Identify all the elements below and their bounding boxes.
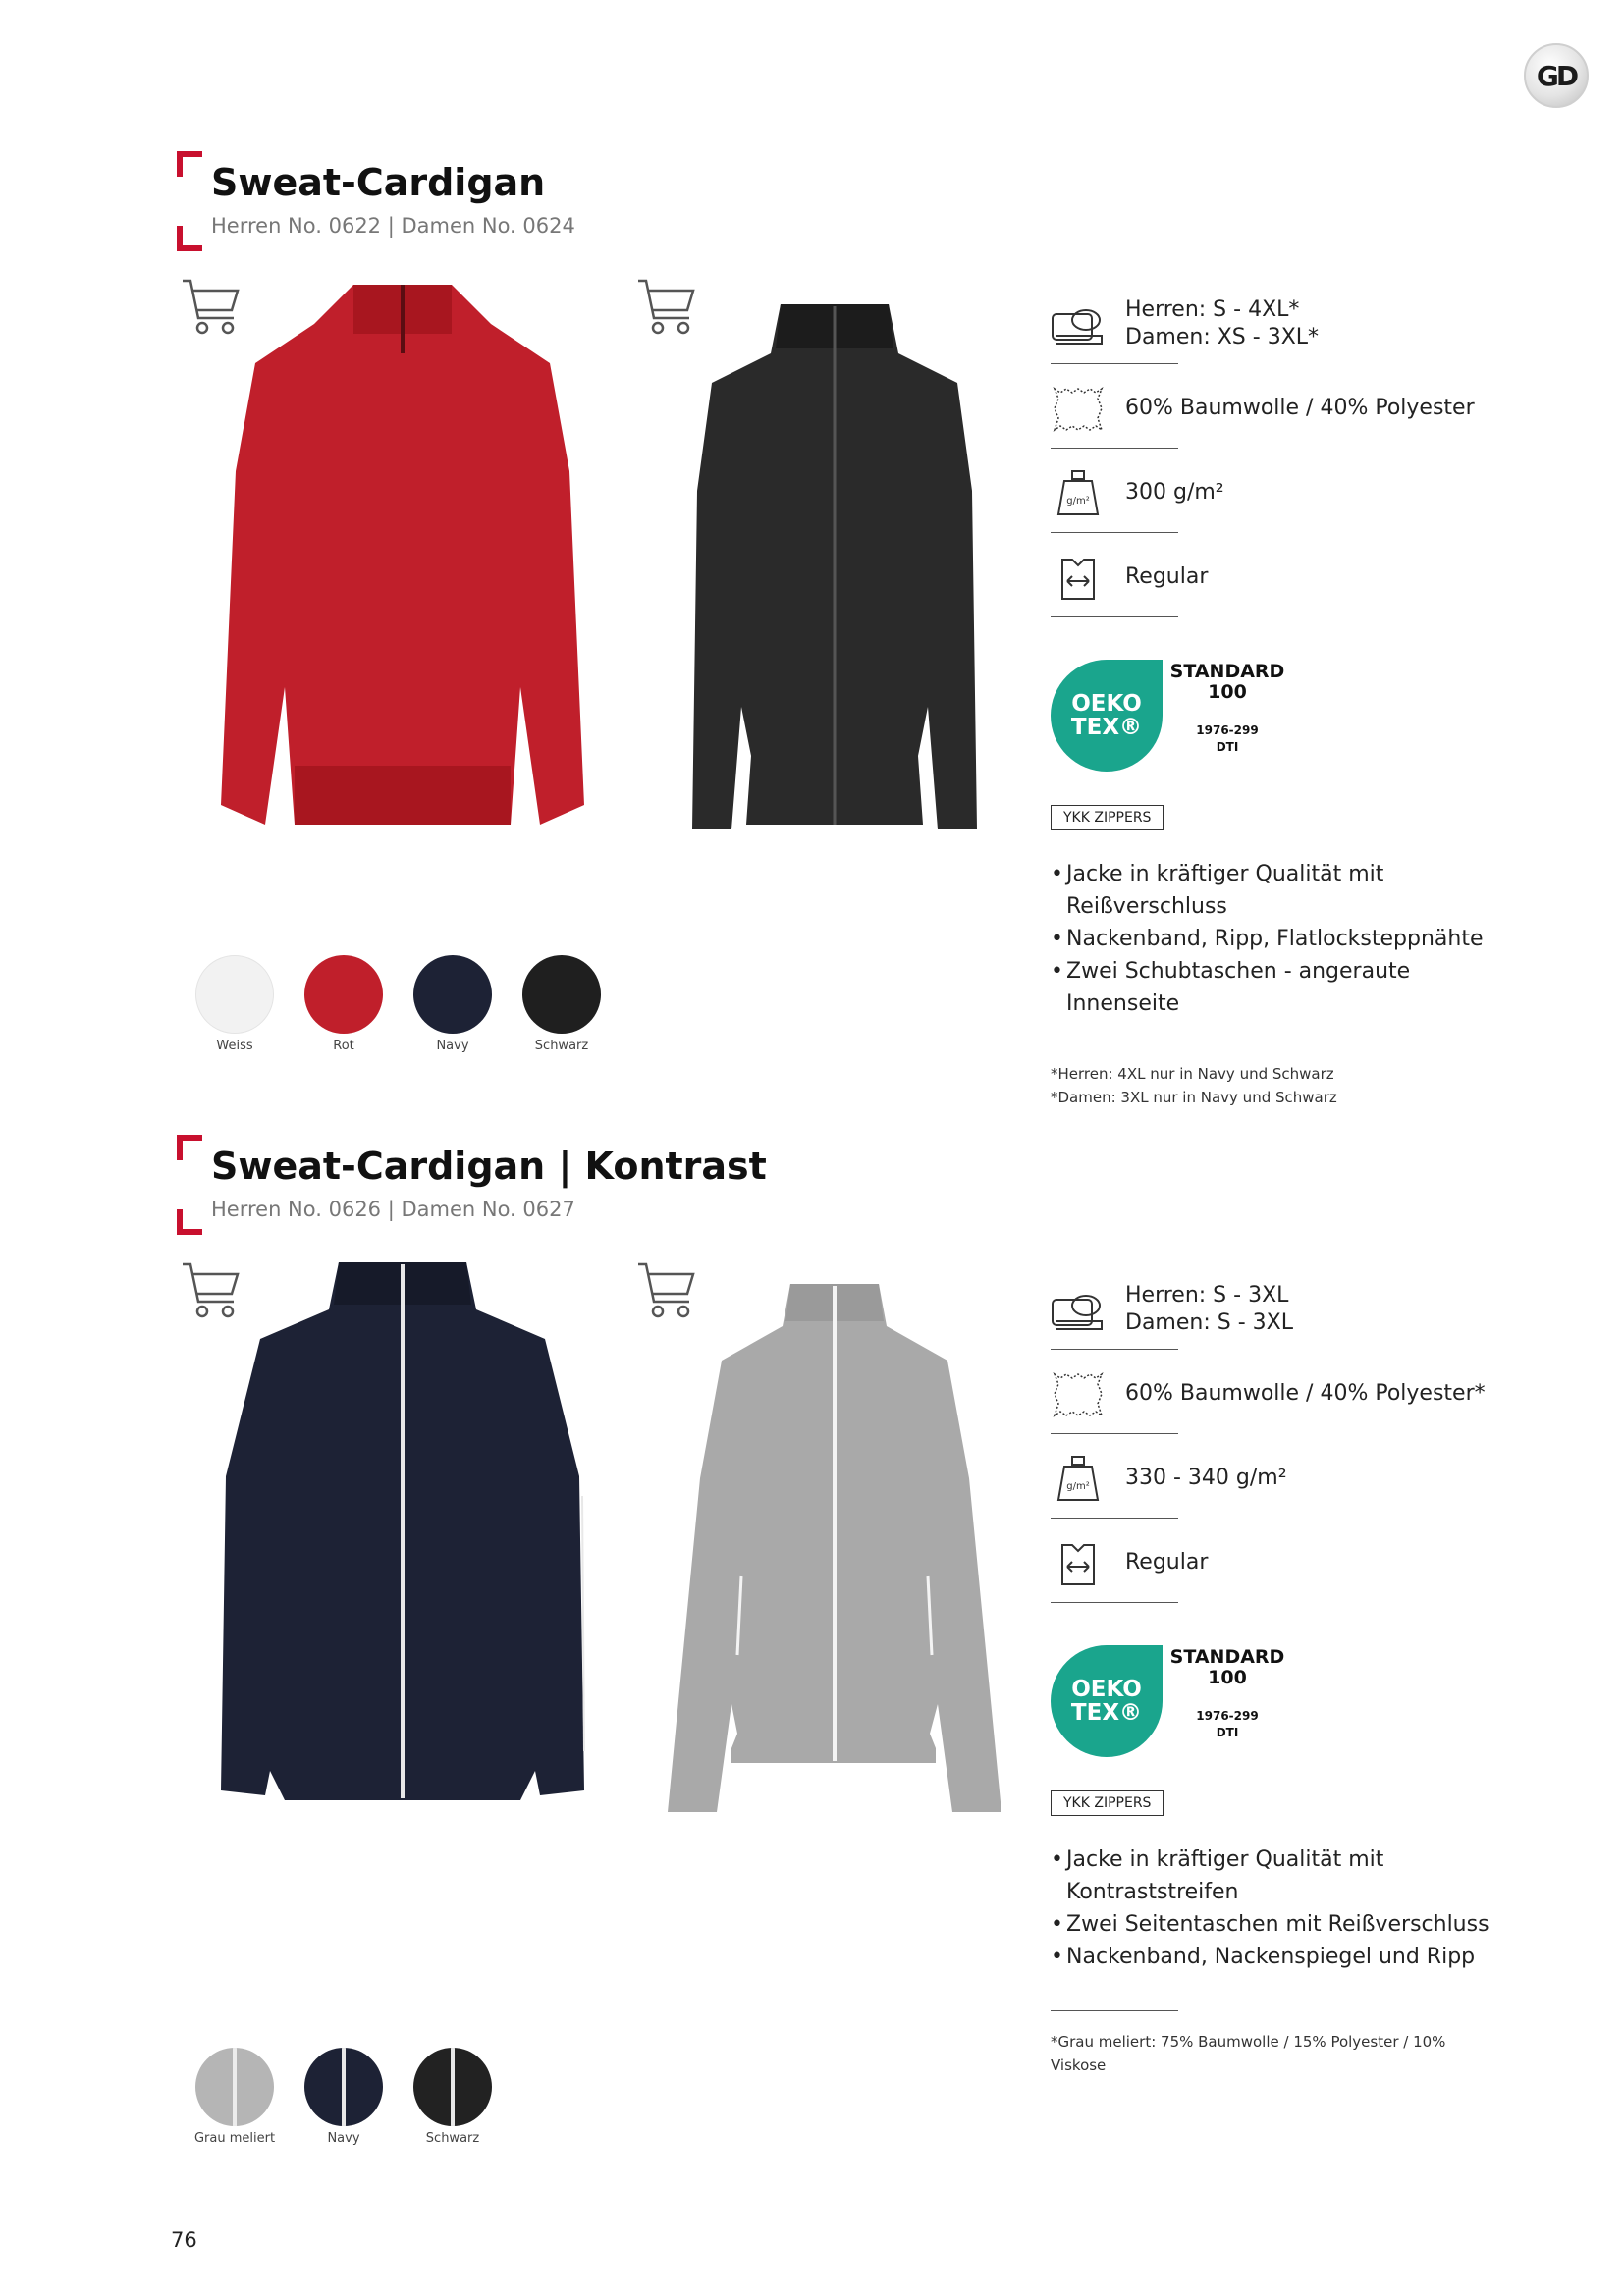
weight-icon — [1051, 469, 1106, 518]
divider — [1051, 2010, 1178, 2011]
title-bracket-top — [177, 151, 202, 177]
feature-list — [1051, 1843, 1489, 1973]
oeko-standard-number: 100 — [1208, 681, 1247, 703]
oeko-standard — [1168, 1647, 1286, 1688]
swatch-stripe — [233, 2048, 237, 2126]
color-swatch-label: Schwarz — [534, 1039, 589, 1053]
spec-fit — [1051, 544, 1453, 622]
product-image-herren[interactable] — [211, 1260, 594, 1820]
feature-item: • Jacke in kräftiger Qualität mit — [1051, 858, 1484, 890]
swatch-stripe — [451, 2048, 455, 2126]
oeko-tex-logo — [1051, 1645, 1163, 1757]
page-number: 76 — [171, 2228, 197, 2252]
footnote: *Damen: 3XL nur in Navy und Schwarz — [1051, 1089, 1337, 1106]
color-swatch-label: Rot — [333, 1039, 354, 1053]
fabric-icon — [1051, 385, 1106, 434]
brand-logo-mark: GD — [1536, 59, 1577, 92]
oeko-code — [1168, 1708, 1286, 1741]
title-bracket-bottom — [177, 226, 202, 251]
measuring-tape-icon — [1051, 1286, 1106, 1335]
divider — [1051, 1349, 1178, 1350]
spec-fit-text: Regular — [1125, 564, 1209, 589]
color-swatch-label: Navy — [436, 1039, 469, 1053]
fit-icon — [1051, 554, 1106, 603]
color-swatch-rot[interactable] — [304, 955, 383, 1034]
product-image-damen[interactable] — [663, 1282, 1006, 1822]
spec-weight-text: 300 g/m² — [1125, 480, 1224, 505]
title-bracket-top — [177, 1135, 202, 1160]
oeko-code-number: 1976-299 — [1196, 1709, 1259, 1723]
color-swatch-schwarz[interactable] — [413, 2048, 492, 2126]
spec-sizes-damen: Damen: S - 3XL — [1125, 1310, 1293, 1335]
title-bracket-bottom — [177, 1209, 202, 1235]
oeko-line2: TEX® — [1070, 1700, 1143, 1726]
oeko-standard — [1168, 662, 1286, 703]
brand-logo — [1524, 43, 1589, 108]
feature-item-cont: Kontraststreifen — [1066, 1880, 1239, 1904]
ykk-zippers-badge: YKK ZIPPERS — [1051, 1790, 1164, 1816]
footnote: *Herren: 4XL nur in Navy und Schwarz — [1051, 1065, 1334, 1083]
svg-text:g/m²: g/m² — [1066, 496, 1090, 507]
fit-icon — [1051, 1539, 1106, 1588]
feature-item: • Nackenband, Ripp, Flatlocksteppnähte — [1051, 923, 1484, 955]
spec-sizes-herren: Herren: S - 4XL* — [1125, 297, 1300, 322]
color-swatch-label: Grau meliert — [193, 2131, 276, 2146]
color-swatch-schwarz[interactable] — [522, 955, 601, 1034]
feature-list — [1051, 858, 1484, 1020]
color-swatch-navy[interactable] — [304, 2048, 383, 2126]
product-subtitle: Herren No. 0626 | Damen No. 0627 — [211, 1198, 575, 1221]
spec-sizes-herren: Herren: S - 3XL — [1125, 1283, 1289, 1308]
spec-sizes — [1051, 291, 1453, 369]
divider — [1051, 448, 1178, 449]
divider — [1051, 1602, 1178, 1603]
fabric-icon — [1051, 1370, 1106, 1419]
footnotes — [1051, 1062, 1337, 1109]
spec-weight — [1051, 1445, 1453, 1523]
color-swatch-label: Schwarz — [425, 2131, 480, 2146]
product-image-damen[interactable] — [673, 294, 997, 844]
spec-fit — [1051, 1529, 1453, 1608]
divider — [1051, 1518, 1178, 1519]
product-image-herren[interactable] — [206, 275, 599, 844]
spec-material-text: 60% Baumwolle / 40% Polyester — [1125, 396, 1475, 420]
oeko-line1: OEKO — [1071, 691, 1142, 717]
spec-sizes-damen: Damen: XS - 3XL* — [1125, 325, 1320, 349]
oeko-standard-label: STANDARD — [1169, 661, 1285, 682]
footnotes — [1051, 2030, 1445, 2077]
measuring-tape-icon — [1051, 300, 1106, 349]
oeko-code — [1168, 722, 1286, 756]
divider — [1051, 532, 1178, 533]
spec-fit-text: Regular — [1125, 1550, 1209, 1575]
product-title: Sweat-Cardigan — [211, 161, 546, 204]
divider — [1051, 1433, 1178, 1434]
oeko-standard-label: STANDARD — [1169, 1646, 1285, 1668]
feature-item: • Nackenband, Nackenspiegel und Ripp — [1051, 1941, 1489, 1973]
spec-sizes — [1051, 1276, 1453, 1355]
feature-item: • Zwei Schubtaschen - angeraute — [1051, 955, 1484, 988]
spec-weight — [1051, 459, 1453, 538]
color-swatch-navy[interactable] — [413, 955, 492, 1034]
oeko-line1: OEKO — [1071, 1677, 1142, 1702]
feature-item: • Zwei Seitentaschen mit Reißverschluss — [1051, 1908, 1489, 1941]
product-title: Sweat-Cardigan | Kontrast — [211, 1145, 767, 1188]
swatch-stripe — [342, 2048, 346, 2126]
oeko-institute: DTI — [1216, 740, 1239, 754]
color-swatch-label: Navy — [327, 2131, 360, 2146]
spec-material-text: 60% Baumwolle / 40% Polyester* — [1125, 1381, 1486, 1406]
divider — [1051, 616, 1178, 617]
oeko-standard-number: 100 — [1208, 1667, 1247, 1688]
spec-weight-text: 330 - 340 g/m² — [1125, 1466, 1287, 1490]
product-subtitle: Herren No. 0622 | Damen No. 0624 — [211, 214, 575, 238]
weight-icon — [1051, 1455, 1106, 1504]
oeko-tex-logo — [1051, 660, 1163, 772]
feature-item-cont: Reißverschluss — [1066, 894, 1227, 919]
footnote: Viskose — [1051, 2056, 1107, 2074]
feature-item-cont: Innenseite — [1066, 991, 1180, 1016]
color-swatch-label: Weiss — [216, 1039, 253, 1053]
color-swatch-weiss[interactable] — [195, 955, 274, 1034]
oeko-institute: DTI — [1216, 1726, 1239, 1739]
oeko-code-number: 1976-299 — [1196, 723, 1259, 737]
feature-item: • Jacke in kräftiger Qualität mit — [1051, 1843, 1489, 1876]
footnote: *Grau meliert: 75% Baumwolle / 15% Polyester / 10% — [1051, 2033, 1446, 2051]
color-swatch-grau-meliert[interactable] — [195, 2048, 274, 2126]
spec-material — [1051, 375, 1475, 454]
oeko-line2: TEX® — [1070, 715, 1143, 740]
ykk-zippers-badge: YKK ZIPPERS — [1051, 805, 1164, 830]
divider — [1051, 363, 1178, 364]
spec-material — [1051, 1361, 1486, 1439]
svg-text:g/m²: g/m² — [1066, 1481, 1090, 1492]
